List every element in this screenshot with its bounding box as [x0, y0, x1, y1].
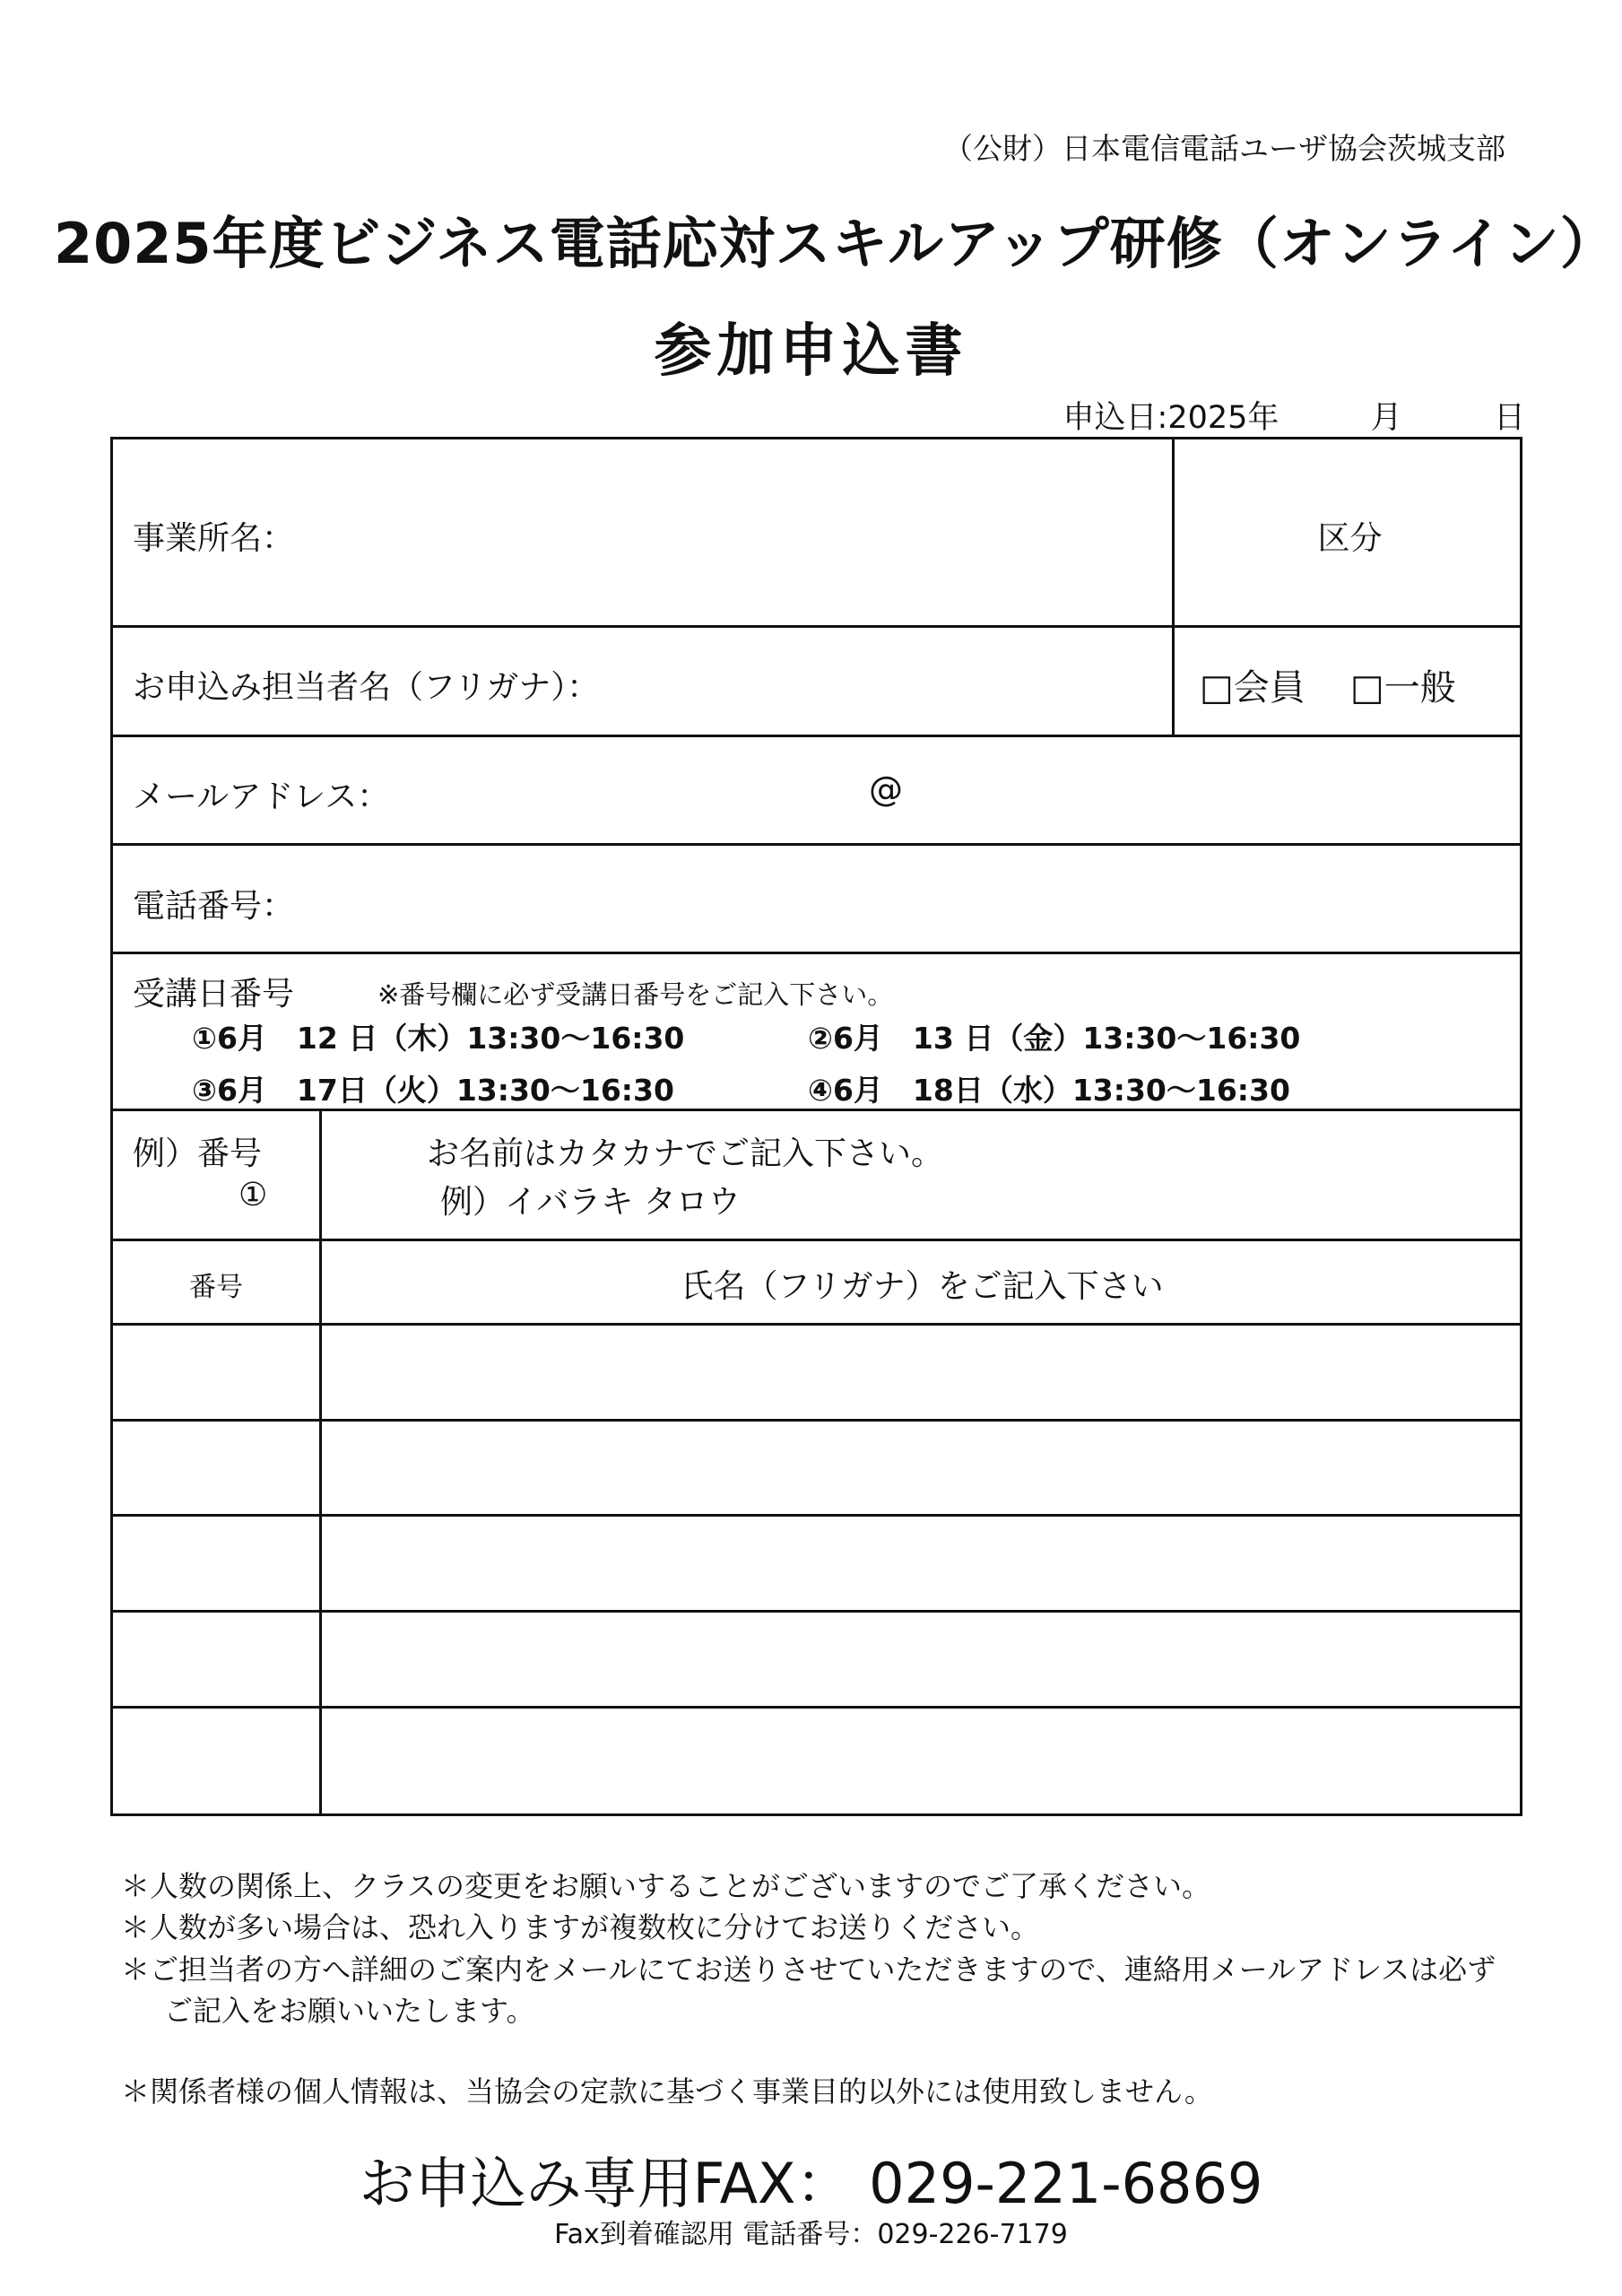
phone-input[interactable]	[346, 857, 1503, 942]
email-at-sign: @	[869, 770, 903, 809]
row-name-input[interactable]	[323, 1517, 1520, 1608]
note-2: ＊人数が多い場合は、恐れ入りますが複数枚に分けてお送りください。	[121, 1910, 1040, 1944]
email-input[interactable]	[400, 749, 1503, 834]
contact-person-input[interactable]	[669, 637, 1153, 726]
course-date-note: ※番号欄に必ず受講日番号をご記入下さい。	[377, 979, 894, 1010]
application-date	[1063, 393, 1525, 438]
course-date-label: 受講日番号	[133, 976, 295, 1013]
fax-confirmation-phone: Fax到着確認用 電話番号：029-226-7179	[554, 2219, 1068, 2250]
application-form	[110, 437, 1522, 1816]
session-2: ②6月 13 日（金）13:30〜16:30	[808, 1021, 1301, 1056]
document-title: 2025年度ビジネス電話応対スキルアップ研修（オンライン）	[54, 211, 1617, 276]
office-name-input[interactable]	[436, 457, 1153, 610]
row-name-input[interactable]	[323, 1422, 1520, 1512]
example-number: ①	[239, 1177, 268, 1213]
row-name-input[interactable]	[323, 1326, 1520, 1417]
row-number-input[interactable]	[113, 1326, 317, 1417]
session-4: ④6月 18日（水）13:30〜16:30	[808, 1073, 1290, 1108]
category-option-member[interactable]: □会員	[1200, 667, 1305, 709]
divider	[113, 952, 1520, 954]
example-label: 例）番号	[133, 1135, 263, 1172]
row-name-input[interactable]	[323, 1613, 1520, 1704]
row-name-input[interactable]	[323, 1709, 1520, 1813]
note-3: ＊ご担当者の方へ詳細のご案内をメールにてお送りさせていただきますので、連絡用メールアドレスは必ず	[121, 1952, 1496, 1987]
note-privacy: ＊関係者様の個人情報は、当協会の定款に基づく事業目的以外には使用致しません。	[121, 2074, 1213, 2109]
divider	[113, 625, 1520, 628]
email-label: メールアドレス：	[133, 778, 390, 815]
category-column-divider	[1172, 439, 1175, 735]
table-header-number: 番号	[189, 1272, 243, 1303]
contact-person-label: お申込み担当者名（フリガナ）：	[133, 669, 600, 706]
application-date-label: 申込日:2025年	[1063, 400, 1279, 436]
divider	[113, 735, 1520, 737]
row-number-input[interactable]	[113, 1422, 317, 1512]
organization-name: （公財）日本電信電話ユーザ協会茨城支部	[943, 131, 1505, 166]
table-header-name: 氏名（フリガナ）をご記入下さい	[681, 1268, 1164, 1305]
fax-number: お申込み専用FAX： 029-221-6869	[359, 2151, 1263, 2216]
session-3: ③6月 17日（火）13:30〜16:30	[192, 1073, 674, 1108]
divider	[113, 1239, 1520, 1241]
category-option-general[interactable]: □一般	[1350, 667, 1456, 709]
row-number-input[interactable]	[113, 1517, 317, 1608]
number-column-divider	[319, 1109, 322, 1816]
phone-label: 電話番号：	[133, 888, 295, 925]
document-subtitle: 参加申込書	[654, 318, 968, 385]
divider	[113, 843, 1520, 846]
row-number-input[interactable]	[113, 1709, 317, 1813]
row-number-input[interactable]	[113, 1613, 317, 1704]
category-label: 区分	[1317, 520, 1383, 557]
office-name-label: 事業所名：	[133, 520, 295, 557]
example-instruction: お名前はカタカナでご記入下さい。	[427, 1135, 944, 1172]
note-3-continued: ご記入をお願いいたします。	[164, 1994, 535, 2028]
session-1: ①6月 12 日（木）13:30〜16:30	[192, 1021, 685, 1056]
application-date-month: 月	[1370, 400, 1402, 436]
note-1: ＊人数の関係上、クラスの変更をお願いすることがございますのでご了承ください。	[121, 1869, 1211, 1903]
example-sample-name: 例）イバラキ タロウ	[440, 1184, 741, 1221]
application-date-day: 日	[1493, 400, 1525, 436]
